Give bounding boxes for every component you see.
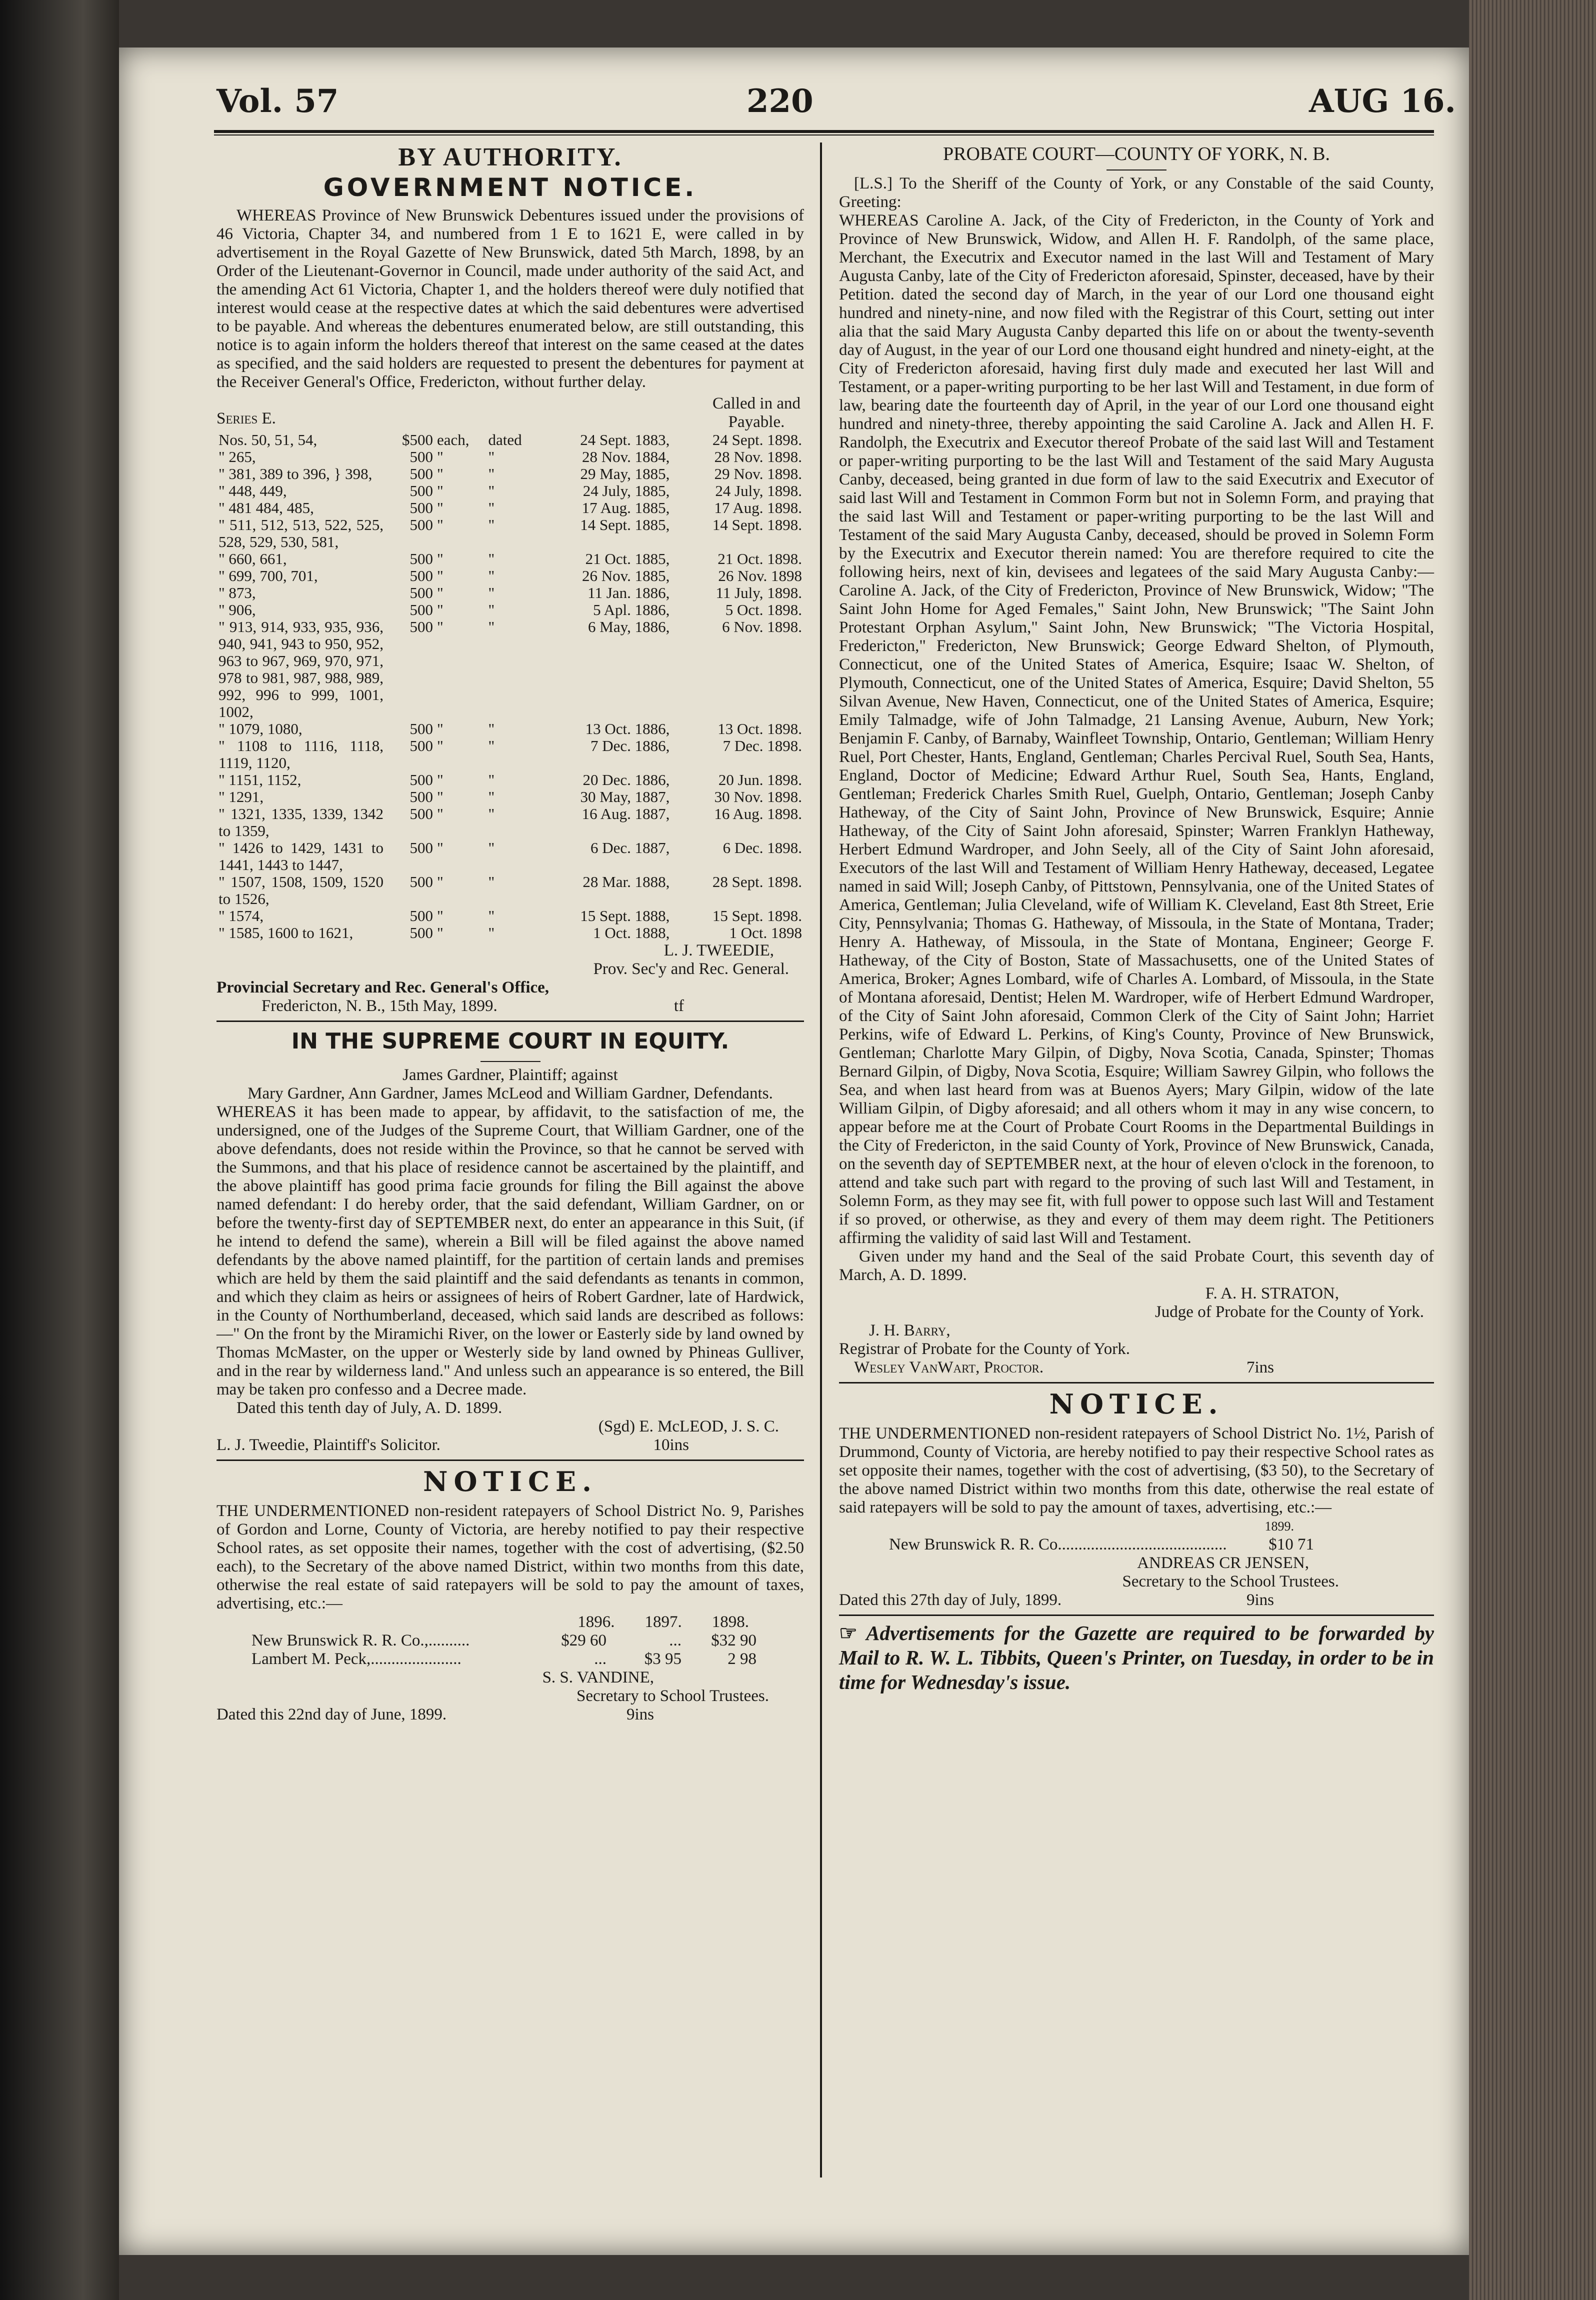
notice-1-ins: 9ins <box>626 1706 654 1724</box>
debenture-row <box>216 516 804 550</box>
notice-1-row-1896: $29 60 <box>561 1632 606 1650</box>
gov-office: Provincial Secretary and Rec. General's Office, <box>216 978 550 996</box>
debenture-dated: " <box>488 873 495 890</box>
debenture-row <box>216 908 804 924</box>
debenture-amount: 500 <box>410 873 433 890</box>
advertisement-notice-text: Advertisements for the Gazette are required to be forwarded by Mail to R. W. L. Tibbits, Queen's Printer, on Tuesday, in order to be in time for Wednesday's issue. <box>839 1622 1434 1694</box>
notice-2-year: 1899. <box>1264 1519 1294 1534</box>
debenture-dated: " <box>488 805 495 822</box>
debenture-numbers: " 913, 914, 933, 935, 936, 940, 941, 943 to 950, 952, 963 to 967, 969, 970, 971, 978 to 981, 987, 988, 989, 992, 996 to 999, 1001, 1002, <box>218 618 384 720</box>
debenture-dated: " <box>488 924 495 942</box>
debenture-issue-date: 28 Nov. 1884, <box>582 448 670 466</box>
debenture-issue-date: 26 Nov. 1885, <box>582 567 670 584</box>
probate-registrar: J. H. Barry, <box>869 1322 950 1340</box>
debenture-dated: " <box>488 567 495 584</box>
debenture-each: " <box>436 618 444 636</box>
debenture-amount: 500 <box>410 448 433 466</box>
debenture-payable-date: 28 Sept. 1898. <box>712 873 802 890</box>
debenture-dated: " <box>488 465 495 482</box>
debenture-each: each, <box>436 431 470 448</box>
equity-signature: (Sgd) E. McLEOD, J. S. C. <box>598 1418 779 1436</box>
debenture-payable-date: 26 Nov. 1898 <box>718 567 802 584</box>
debenture-each: " <box>436 737 444 754</box>
section-rule <box>216 1020 804 1022</box>
debenture-payable-date: 13 Oct. 1898. <box>718 720 802 738</box>
debenture-row <box>216 432 804 448</box>
gazette-page <box>119 48 1469 2255</box>
debenture-dated: " <box>488 448 495 466</box>
debenture-numbers: " 1108 to 1116, 1118, 1119, 1120, <box>218 737 384 772</box>
debenture-issue-date: 11 Jan. 1886, <box>588 584 670 602</box>
probate-body: WHEREAS Caroline A. Jack, of the City of Fredericton, in the County of York and Province of New Brunswick, Widow, and Allen H. F. Randolph, of the same place, Merchant, the Executrix and Executor named in the last Will and Testament of Mary Augusta Canby, late of the City of Fredericton aforesaid, Spinster, deceased, have by their Petition. dated the second day of March, in the year of our Lord one thousand eight hundred and ninety-nine, and now filed with the Registrar of this Court, setting out inter alia that the said Mary Augusta Canby departed this life on or about the twenty-seventh day of August, in the year of our Lord one thousand eight hundred and ninety-eight, at the City of Fredericton aforesaid, having first duly made and executed her last Will and Testament, or a paper-writing purporting to be her last Will and Testament, in due form of law, bearing date the fourteenth day of April, in the year of our Lord one thousand eight hundred and ninety-three, thereby appointing the said Caroline A. Jack and Allen H. F. Randolph, the Executrix and Executor thereof Probate of the said last Will and Testament or paper-writing purporting to be the last Will and Testament of the said Mary Augusta Canby, deceased, being granted in due form of law to the said Executrix and Executor of said last Will and Testament in Common Form but not in Solemn Form, and praying that the said last Will and Testament or paper-writing purporting to be the last Will and Testament of the said Mary Augusta Canby, deceased, should be proved in Solemn Form by the Executrix and Executor therein named: You are therefore required to cite the following heirs, next of kin, devisees and legatees of the said Mary Augusta Canby:—Caroline A. Jack, of the City of Fredericton, Province of New Brunswick, Widow; "The Saint John Home for Aged Females," Saint John, New Brunswick; "The Saint John Protestant Orphan Asylum," Saint John, New Brunswick; "The Victoria Hospital, Fredericton," Fredericton, New Brunswick; George Edward Shelton, of Plymouth, Connecticut, one of the United States of America, Esquire; Isaac W. Shelton, of Plymouth, Connecticut, one of the United States of America, Esquire; David Shelton, 55 Silvan Avenue, New Haven, Connecticut, one of the United States of America, Esquire; Emily Talmadge, wife of John Talmadge, 21 Lansing Avenue, Auburn, New York; Benjamin F. Canby, of Barnaby, Wainfleet Township, Ontario, Gentleman; William Henry Ruel, Port Chester, Hants, England, Gentleman; Charles Percival Ruel, South Sea, Hants, England, Doctor of Medicine; Edward Arthur Ruel, South Sea, Hants, England, Gentleman; Frederick Charles Smith Ruel, Guelph, Ontario, Gentleman; Joseph Canby Hatheway, of the City of Saint John, Province of New Brunswick, Esquire; Annie Hatheway, of the City of Saint John aforesaid, Spinster; Warren Franklyn Hatheway, Herbert Edmund Wardroper, and John Seely, all of the City of Saint John aforesaid, Executors of the last Will and Testament of William Henry Hatheway, deceased, Legatee named in said Will; Joseph Canby, of Pittstown, Pennsylvania, one of the United States of America, Gentleman; Julia Cleveland, wife of William K. Cleveland, East 8th Street, Erie City, Pennsylvania; Thomas G. Hatheway, of Missoula, in the State of Montana, Trader; Henry A. Hatheway, of Missoula, in the State of Montana, Engineer; George F. Hatheway, of the City of Boston, State of Massachusetts, one of the United States of America, Broker; Agnes Lombard, wife of Charles A. Lombard, of Missoula, in the State of Montana aforesaid, Dentist; Helen M. Wardroper, wife of Herbert Edmund Wardroper, of the City of Saint John aforesaid, Common Clerk of the City of Saint John; Harriet Perkins, wife of Edward L. Perkins, of King's County, Province of New Brunswick, Gentleman; Charlotte Mary Gilpin, of Digby, Nova Scotia, Canada, Spinster; Thomas Bernard Gilpin, of Digby, Nova Scotia, Esquire; William Sawrey Gilpin, who follows the Sea, and when last heard from was at Buenos Ayers; Mary Gilpin, widow of the late William Gilpin, of Digby aforesaid; and all others whom it may in any wise concern, to appear before me at the Court of Probate Court Rooms in the Departmental Buildings in the City of Fredericton, in the said County of York, Province of New Brunswick, Canada, on the seventh day of SEPTEMBER next, at the hour of eleven o'clock in the forenoon, to attend and take such part with regard to the proving of such last Will and Testament, in Solemn Form, as they may see fit, with full power to oppose such last Will and Testament if so proved, or otherwise, as they and every of them may deem right. The Petitioners affirming the validity of said last Will and Testament. <box>839 212 1434 1247</box>
notice-1-row-1897: $3 95 <box>644 1650 682 1668</box>
debenture-each: " <box>436 601 444 618</box>
debenture-amount: 500 <box>410 839 433 856</box>
notice-1-title: NOTICE. <box>423 1466 598 1498</box>
debenture-payable-date: 28 Nov. 1898. <box>714 448 802 466</box>
book-spine-shadow <box>0 0 119 2300</box>
notice-2-dated: Dated this 27th day of July, 1899. <box>839 1591 1062 1609</box>
section-rule <box>839 1382 1434 1384</box>
debenture-payable-date: 24 July, 1898. <box>715 482 802 500</box>
debenture-numbers: " 699, 700, 701, <box>218 567 318 584</box>
debenture-numbers: " 381, 389 to 396, } 398, <box>218 465 372 482</box>
notice-2-signer-title: Secretary to the School Trustees. <box>1122 1572 1339 1590</box>
debenture-issue-date: 5 Apl. 1886, <box>593 601 670 618</box>
debenture-numbers: " 511, 512, 513, 522, 525, 528, 529, 530, 581, <box>218 516 384 550</box>
debenture-payable-date: 20 Jun. 1898. <box>718 771 802 788</box>
debenture-numbers: Nos. 50, 51, 54, <box>218 431 318 448</box>
debenture-payable-date: 7 Dec. 1898. <box>722 737 802 754</box>
debenture-dated: " <box>488 516 495 534</box>
probate-judge-title: Judge of Probate for the County of York. <box>1154 1303 1424 1321</box>
column-divider <box>820 142 822 2178</box>
debenture-numbers: " 1574, <box>218 907 264 924</box>
debenture-amount: 500 <box>410 720 433 738</box>
debenture-row <box>216 772 804 788</box>
gov-signer: L. J. TWEEDIE, <box>664 942 774 960</box>
notice-1-dated: Dated this 22nd day of June, 1899. <box>216 1706 447 1724</box>
debenture-issue-date: 6 May, 1886, <box>588 618 670 636</box>
gov-place-date: Fredericton, N. B., 15th May, 1899. <box>262 997 498 1015</box>
by-authority-heading: BY AUTHORITY. <box>398 143 622 172</box>
notice-1-row-1898: 2 98 <box>728 1650 756 1668</box>
debenture-numbers: " 481 484, 485, <box>218 499 314 516</box>
debenture-issue-date: 20 Dec. 1886, <box>582 771 670 788</box>
debenture-amount: 500 <box>410 465 433 482</box>
debenture-payable-date: 17 Aug. 1898. <box>714 499 802 516</box>
debenture-payable-date: 21 Oct. 1898. <box>718 550 802 568</box>
debenture-numbers: " 1426 to 1429, 1431 to 1441, 1443 to 1447, <box>218 839 384 874</box>
notice-2-title: NOTICE. <box>1049 1388 1224 1420</box>
debenture-dated: " <box>488 839 495 856</box>
debenture-payable-date: 24 Sept. 1898. <box>712 431 802 448</box>
debenture-amount: 500 <box>410 907 433 924</box>
debenture-row <box>216 482 804 500</box>
debenture-issue-date: 29 May, 1885, <box>580 465 670 482</box>
section-rule <box>216 1460 804 1461</box>
debenture-amount: 500 <box>410 516 433 534</box>
debenture-table <box>216 432 804 942</box>
debenture-amount: 500 <box>410 567 433 584</box>
debenture-dated: " <box>488 720 495 738</box>
debenture-issue-date: 21 Oct. 1885, <box>585 550 670 568</box>
short-rule <box>480 1061 540 1062</box>
debenture-row <box>216 788 804 806</box>
notice-1-rows <box>216 1632 804 1668</box>
debenture-dated: " <box>488 499 495 516</box>
notice-1-signer-title: Secretary to School Trustees. <box>576 1687 769 1705</box>
debenture-issue-date: 24 Sept. 1883, <box>580 431 670 448</box>
header-rule <box>214 130 1434 133</box>
debenture-amount: 500 <box>410 924 433 942</box>
debenture-each: " <box>436 448 444 466</box>
header-rule-thin <box>214 134 1434 136</box>
notice-2-dated-row <box>839 1591 1434 1610</box>
equity-title: IN THE SUPREME COURT IN EQUITY. <box>291 1028 730 1054</box>
debenture-issue-date: 6 Dec. 1887, <box>590 839 670 856</box>
probate-title: PROBATE COURT—COUNTY OF YORK, N. B. <box>943 144 1330 164</box>
debenture-dated: " <box>488 737 495 754</box>
debenture-dated: " <box>488 550 495 568</box>
debenture-row <box>216 584 804 602</box>
debenture-row <box>216 720 804 738</box>
debenture-dated: dated <box>488 431 522 448</box>
notice-1-years <box>216 1613 804 1632</box>
debenture-row <box>216 924 804 942</box>
notice-2-ins: 9ins <box>1246 1591 1274 1609</box>
debenture-issue-date: 24 July, 1885, <box>582 482 670 500</box>
notice-2-row-amt: $10 71 <box>1268 1536 1314 1554</box>
debenture-payable-date: 16 Aug. 1898. <box>714 805 802 822</box>
debenture-payable-date: 29 Nov. 1898. <box>714 465 802 482</box>
advertisement-notice <box>839 1621 1434 1694</box>
gov-signer-title: Prov. Sec'y and Rec. General. <box>593 960 789 978</box>
debenture-numbers: " 1151, 1152, <box>218 771 302 788</box>
government-notice-title: GOVERNMENT NOTICE. <box>323 173 698 202</box>
pointing-hand-icon: ☞ <box>839 1622 858 1644</box>
debenture-dated: " <box>488 584 495 602</box>
debenture-amount: 500 <box>410 499 433 516</box>
page-number: 220 <box>746 82 814 120</box>
equity-ins: 10ins <box>653 1436 689 1454</box>
notice-2-signer: ANDREAS CR JENSEN, <box>1137 1554 1309 1572</box>
debenture-row <box>216 874 804 908</box>
debenture-row <box>216 550 804 568</box>
debenture-row <box>216 618 804 720</box>
equity-body: WHEREAS it has been made to appear, by affidavit, to the satisfaction of me, the undersigned, one of the Judges of the Supreme Court, that William Gardner, one of the above defendants, does not reside within the Province, so that he cannot be served with the Summons, and that his place of residence cannot be ascertained by the plaintiff, and the above plaintiff has good prima facie grounds for filing the Bill against the above named defendant: I do hereby order, that the said defendant, William Gardner, on or before the twenty-first day of SEPTEMBER next, do enter an appearance in this Suit, (if he intend to defend the same), wherein a Bill will be filed against the above named defendants by the above named plaintiff, for the partition of certain lands and premises which are held by them the said plaintiff and the said defendants as tenants in common, and which they claim as heirs or assignees of heirs of Robert Gardner, late of Hardwick, in the County of Northumberland, deceased, which said lands are described as follows:—" On the front by the Miramichi River, on the lower or Easterly side by land owned by Thomas McMaster, on the upper or Westerly side by land owned by Phineas Gulliver, and in the rear by wilderness land." And unless such an appearance is so entered, the Bill may be taken pro confesso and a Decree made. <box>216 1103 804 1398</box>
debenture-row <box>216 448 804 466</box>
debenture-amount: 500 <box>410 771 433 788</box>
notice-1-row-1898: $32 90 <box>711 1632 756 1650</box>
probate-proctor-row <box>839 1358 1434 1377</box>
volume-label: Vol. 57 <box>216 82 339 120</box>
debenture-payable-date: 5 Oct. 1898. <box>725 601 802 618</box>
debenture-row <box>216 466 804 482</box>
notice-1-year: 1898. <box>712 1613 749 1631</box>
debenture-issue-date: 17 Aug. 1885, <box>582 499 670 516</box>
debenture-numbers: " 1079, 1080, <box>218 720 302 738</box>
debenture-each: " <box>436 516 444 534</box>
notice-1-signer: S. S. VANDINE, <box>542 1668 654 1686</box>
debenture-dated: " <box>488 788 495 806</box>
debenture-amount: 500 <box>410 601 433 618</box>
debenture-row <box>216 840 804 874</box>
debenture-numbers: " 906, <box>218 601 256 618</box>
gov-tf: tf <box>674 997 684 1015</box>
debenture-numbers: " 873, <box>218 584 256 602</box>
equity-solicitor: L. J. Tweedie, Plaintiff's Solicitor. <box>216 1436 440 1454</box>
debenture-each: " <box>436 788 444 806</box>
debenture-payable-date: 6 Dec. 1898. <box>722 839 802 856</box>
debenture-each: " <box>436 873 444 890</box>
notice-1-row-name: Lambert M. Peck,...................... <box>252 1650 462 1668</box>
probate-registrar-title: Registrar of Probate for the County of York. <box>839 1340 1130 1358</box>
notice-2-body: THE UNDERMENTIONED non-resident ratepayers of School District No. 1½, Parish of Drummond, County of Victoria, are hereby notified to pay their respective School rates as set opposite their names, together with the cost of advertising, ($3 50), to the Secretary of the above named District within two months from this date, otherwise the real estate of said ratepayers will be sold to pay the amount of taxes, advertising, etc.:— <box>839 1424 1434 1516</box>
notice-2-row <box>839 1536 1434 1554</box>
notice-1-year: 1897. <box>644 1613 682 1631</box>
debenture-issue-date: 1 Oct. 1888, <box>593 924 670 942</box>
debenture-row <box>216 738 804 772</box>
equity-dated: Dated this tenth day of July, A. D. 1899. <box>236 1399 502 1417</box>
debenture-numbers: " 448, 449, <box>218 482 287 500</box>
probate-ls: [L.S.] To the Sheriff of the County of York, or any Constable of the said County, Greeting: <box>839 174 1434 211</box>
probate-judge: F. A. H. STRATON, <box>1205 1284 1339 1302</box>
notice-1-dated-row <box>216 1706 804 1724</box>
debenture-issue-date: 28 Mar. 1888, <box>582 873 670 890</box>
debenture-dated: " <box>488 601 495 618</box>
issue-date: AUG 16. <box>1309 82 1456 120</box>
debenture-numbers: " 265, <box>218 448 256 466</box>
debenture-each: " <box>436 465 444 482</box>
debenture-numbers: " 1585, 1600 to 1621, <box>218 924 354 942</box>
book-page-edges <box>1469 0 1596 2300</box>
debenture-amount: 500 <box>410 737 433 754</box>
notice-1-row <box>216 1632 804 1650</box>
notice-1-row <box>216 1650 804 1668</box>
notice-1-row-name: New Brunswick R. R. Co.,.......... <box>252 1632 470 1650</box>
debenture-dated: " <box>488 618 495 636</box>
debenture-each: " <box>436 720 444 738</box>
debenture-amount: 500 <box>410 618 433 636</box>
equity-solicitor-row <box>216 1436 804 1454</box>
government-notice-body: WHEREAS Province of New Brunswick Debentures issued under the provisions of 46 Victoria, Chapter 34, and numbered from 1 E to 1621 E, were called in by advertisement in the Royal Gazette of New Brunswick, dated 5th March, 1898, by an Order of the Lieutenant-Governor in Council, made under authority of the said Act, and the amending Act 61 Victoria, Chapter 1, and the holders thereof were duly notified that interest would cease at the respective dates at which the said debentures were advertised to be payable. And whereas the debentures enumerated below, are still outstanding, this notice is to again inform the holders thereof that interest on the same ceased at the dates as specified, and the said holders are requested to present the debentures for payment at the Receiver General's Office, Fredericton, without further delay. <box>216 206 804 391</box>
debenture-each: " <box>436 550 444 568</box>
probate-ins: 7ins <box>1246 1358 1274 1376</box>
debenture-dated: " <box>488 771 495 788</box>
debenture-issue-date: 13 Oct. 1886, <box>585 720 670 738</box>
gov-place-row <box>216 997 804 1016</box>
debenture-amount: 500 <box>410 550 433 568</box>
debenture-payable-date: 1 Oct. 1898 <box>729 924 802 942</box>
left-column <box>216 142 804 1724</box>
debenture-row <box>216 500 804 516</box>
debenture-issue-date: 15 Sept. 1888, <box>580 907 670 924</box>
debenture-amount: $500 <box>402 431 433 448</box>
debenture-numbers: " 1291, <box>218 788 264 806</box>
notice-1-body: THE UNDERMENTIONED non-resident ratepayers of School District No. 9, Parishes of Gordon and Lorne, County of Victoria, are hereby notified to pay their respective School rates, as set opposite their names, together with the cost of advertising, ($2.50 each), to the Secretary of the above named District, within two months from this date, otherwise the real estate of said ratepayers will be sold to pay the amount of taxes, advertising, etc.:— <box>216 1502 804 1612</box>
debenture-numbers: " 1507, 1508, 1509, 1520 to 1526, <box>218 873 384 908</box>
equity-parties-2: Mary Gardner, Ann Gardner, James McLeod and William Gardner, Defendants. <box>248 1084 773 1102</box>
debenture-payable-date: 6 Nov. 1898. <box>722 618 802 636</box>
debenture-amount: 500 <box>410 584 433 602</box>
debenture-issue-date: 14 Sept. 1885, <box>580 516 670 534</box>
section-rule <box>839 1614 1434 1616</box>
debenture-each: " <box>436 567 444 584</box>
series-label: Series E. <box>216 410 276 428</box>
debenture-amount: 500 <box>410 482 433 500</box>
probate-given: Given under my hand and the Seal of the said Probate Court, this seventh day of March, A. D. 1899. <box>839 1248 1434 1284</box>
notice-1-row-1896: ... <box>594 1650 606 1668</box>
debenture-amount: 500 <box>410 788 433 806</box>
probate-proctor: Wesley VanWart, Proctor. <box>854 1358 1044 1376</box>
debenture-row <box>216 602 804 618</box>
notice-1-year: 1896. <box>578 1613 615 1631</box>
debenture-payable-date: 30 Nov. 1898. <box>714 788 802 806</box>
debenture-dated: " <box>488 482 495 500</box>
debenture-each: " <box>436 482 444 500</box>
debenture-payable-date: 15 Sept. 1898. <box>712 907 802 924</box>
debenture-issue-date: 16 Aug. 1887, <box>582 805 670 822</box>
debenture-each: " <box>436 771 444 788</box>
debenture-each: " <box>436 924 444 942</box>
debenture-payable-date: 11 July, 1898. <box>716 584 802 602</box>
debenture-each: " <box>436 907 444 924</box>
debenture-each: " <box>436 805 444 822</box>
debenture-each: " <box>436 584 444 602</box>
debenture-issue-date: 30 May, 1887, <box>580 788 670 806</box>
debenture-amount: 500 <box>410 805 433 822</box>
debenture-numbers: " 1321, 1335, 1339, 1342 to 1359, <box>218 805 384 840</box>
debenture-dated: " <box>488 907 495 924</box>
debenture-payable-date: 14 Sept. 1898. <box>712 516 802 534</box>
right-column <box>839 142 1434 1694</box>
debenture-issue-date: 7 Dec. 1886, <box>590 737 670 754</box>
debenture-row <box>216 806 804 840</box>
debenture-row <box>216 568 804 584</box>
debenture-table-header <box>216 394 804 432</box>
notice-2-row-name: New Brunswick R. R. Co......................................... <box>889 1536 1227 1554</box>
called-label: Called in and Payable. <box>712 394 800 431</box>
debenture-each: " <box>436 839 444 856</box>
debenture-numbers: " 660, 661, <box>218 550 287 568</box>
equity-parties-1: James Gardner, Plaintiff; against <box>402 1066 618 1084</box>
notice-1-row-1897: ... <box>669 1632 682 1650</box>
debenture-each: " <box>436 499 444 516</box>
